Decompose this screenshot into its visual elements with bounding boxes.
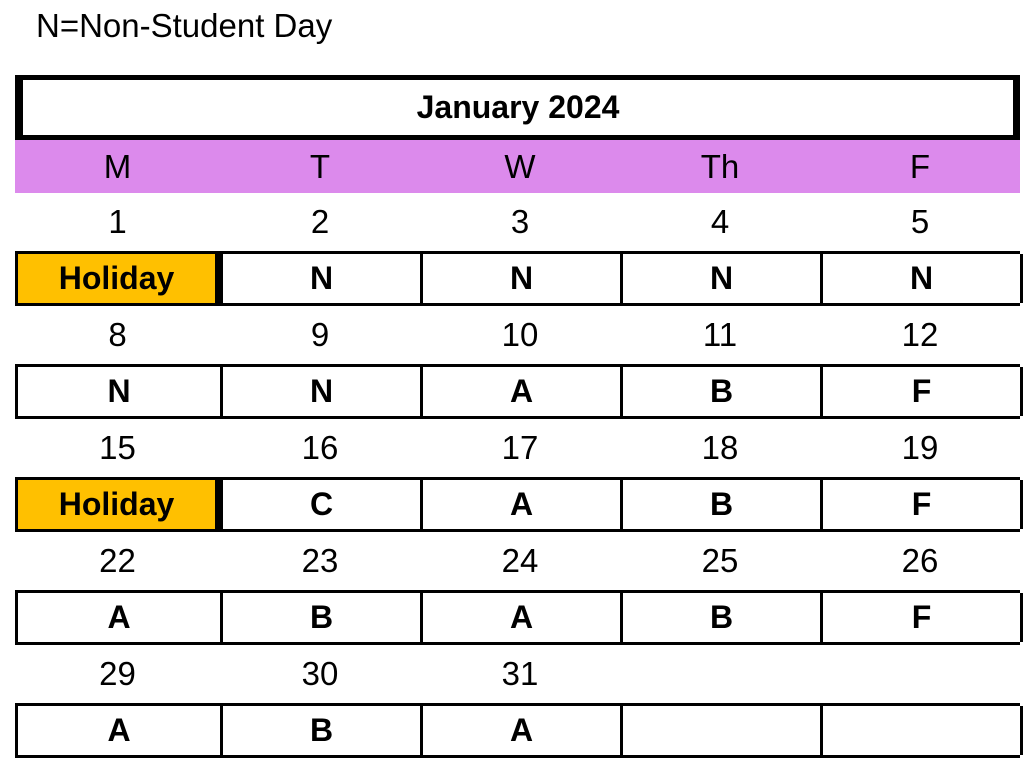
date-number: 3	[510, 203, 530, 240]
date-number: 16	[301, 429, 339, 466]
weekday-header: Th	[700, 147, 740, 185]
date-row	[15, 193, 1020, 251]
holiday-cell: Holiday	[18, 254, 223, 303]
day-code-cell	[623, 706, 823, 755]
weekday-header-row	[15, 140, 1020, 193]
day-code-cell: N	[423, 254, 623, 303]
weekday-header: F	[909, 147, 931, 185]
day-code-cell: A	[18, 593, 223, 642]
date-number: 26	[901, 542, 939, 579]
date-number: 2	[310, 203, 330, 240]
date-row	[15, 532, 1020, 590]
day-code-cell: B	[623, 480, 823, 529]
day-code-row	[15, 703, 1020, 758]
day-code-cell: F	[823, 367, 1023, 416]
date-number: 10	[501, 316, 539, 353]
date-row	[15, 306, 1020, 364]
date-number: 29	[99, 655, 136, 692]
day-code-cell: C	[223, 480, 423, 529]
day-code-cell: A	[423, 706, 623, 755]
date-number: 30	[301, 655, 339, 692]
date-number: 23	[301, 542, 339, 579]
date-number: 9	[310, 316, 330, 353]
date-number: 4	[710, 203, 730, 240]
date-number: 12	[901, 316, 939, 353]
weekday-header: W	[504, 147, 536, 185]
date-number	[820, 645, 1020, 703]
date-number: 31	[501, 655, 539, 692]
day-code-cell: B	[223, 706, 423, 755]
day-code-row	[15, 364, 1020, 419]
day-code-row	[15, 590, 1020, 645]
date-number: 17	[501, 429, 539, 466]
day-code-cell: B	[223, 593, 423, 642]
day-code-cell: F	[823, 593, 1023, 642]
holiday-cell: Holiday	[18, 480, 223, 529]
date-number: 5	[910, 203, 930, 240]
day-code-cell: A	[18, 706, 223, 755]
date-number	[620, 645, 820, 703]
day-code-cell: N	[223, 254, 423, 303]
date-number: 22	[99, 542, 136, 579]
legend-text: N=Non-Student Day	[36, 7, 333, 44]
day-code-row	[15, 477, 1020, 532]
day-code-cell: B	[623, 593, 823, 642]
date-number: 1	[108, 203, 127, 240]
day-code-cell: N	[223, 367, 423, 416]
date-number: 19	[901, 429, 939, 466]
day-code-cell: N	[18, 367, 223, 416]
day-code-cell: F	[823, 480, 1023, 529]
date-number: 15	[99, 429, 136, 466]
day-code-cell: A	[423, 593, 623, 642]
weekday-header: M	[103, 147, 132, 185]
day-code-cell: B	[623, 367, 823, 416]
date-number: 11	[702, 316, 738, 353]
date-number: 25	[701, 542, 739, 579]
weeks-container	[15, 193, 1020, 758]
date-row	[15, 419, 1020, 477]
date-number: 24	[501, 542, 539, 579]
month-title: January 2024	[15, 75, 1020, 140]
calendar-table	[15, 75, 1020, 758]
day-code-cell: N	[623, 254, 823, 303]
day-code-cell: A	[423, 367, 623, 416]
date-number: 8	[108, 316, 127, 353]
day-code-cell: A	[423, 480, 623, 529]
day-code-row	[15, 251, 1020, 306]
date-row	[15, 645, 1020, 703]
day-code-cell	[823, 706, 1023, 755]
date-number: 18	[701, 429, 739, 466]
weekday-header: T	[309, 147, 331, 185]
day-code-cell: N	[823, 254, 1023, 303]
